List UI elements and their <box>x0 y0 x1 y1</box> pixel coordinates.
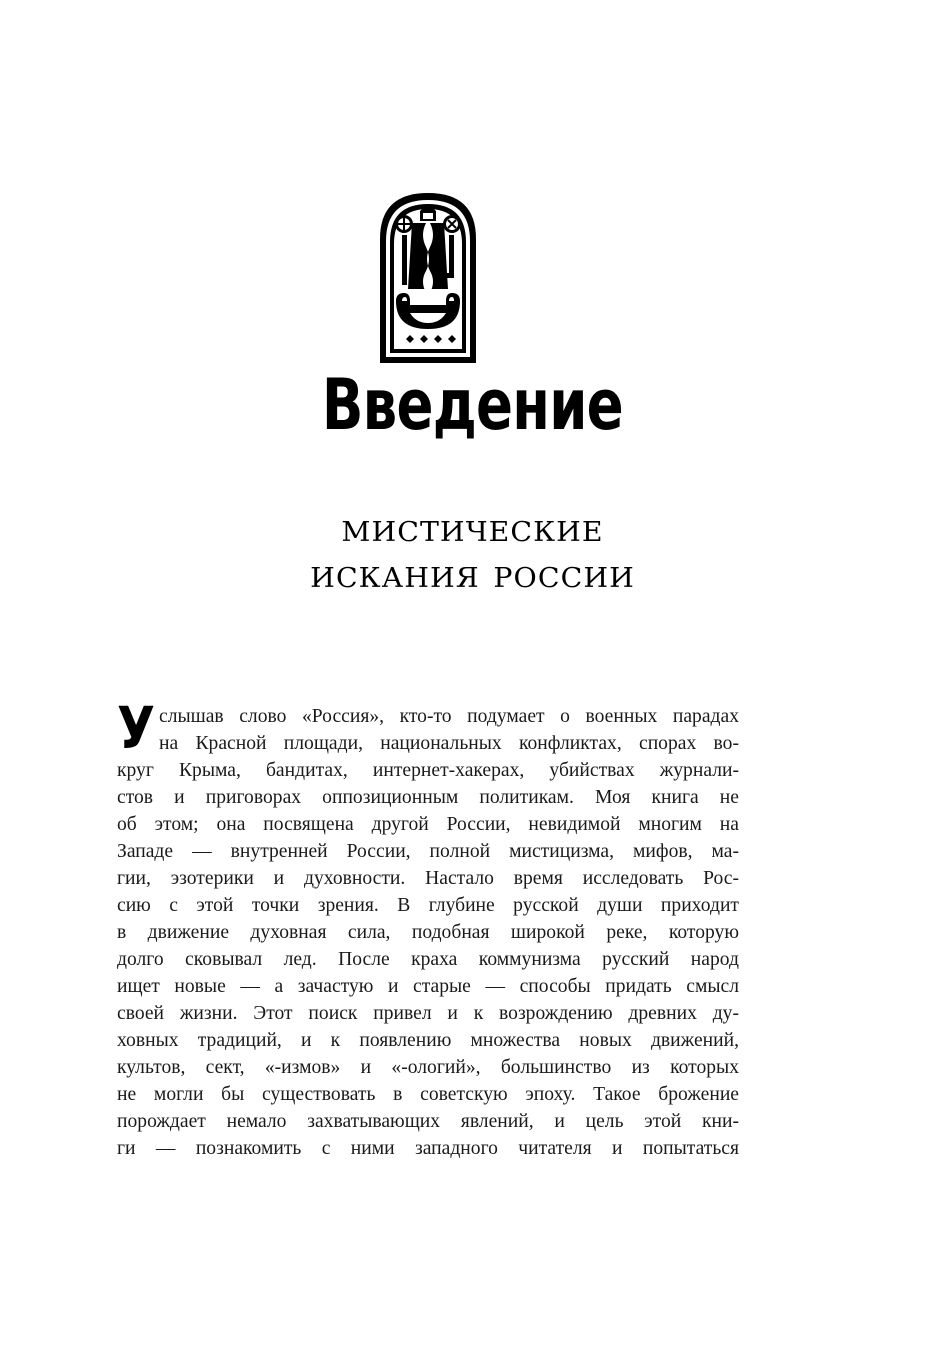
text-line: ги — познакомить с ними западного читателя и попытаться <box>117 1138 739 1159</box>
text-line: сию с этой точки зрения. В глубине русской души приходит <box>117 895 739 916</box>
body-paragraph <box>117 694 739 1162</box>
text-line: стов и приговорах оппозиционным политикам. Моя книга не <box>117 787 739 808</box>
text-line: гии, эзотерики и духовности. Настало время исследовать Рос- <box>117 868 739 889</box>
text-line: круг Крыма, бандитах, интернет-хакерах, убийствах журнали- <box>117 760 739 781</box>
text-line: на Красной площади, национальных конфликтах, спорах во- <box>159 733 739 754</box>
text-line: долго сковывал лед. После краха коммунизма русский народ <box>117 949 739 970</box>
text-line: не могли бы существовать в советскую эпоху. Такое брожение <box>117 1084 739 1105</box>
slavic-figure-boat-icon <box>376 189 480 365</box>
text-line: ищет новые — а зачастую и старые — способы придать смысл <box>117 976 739 997</box>
chapter-subtitle <box>0 505 945 597</box>
subtitle-line-2: искания россии <box>310 552 635 596</box>
text-line: культов, сект, «-измов» и «-ологий», большинство из которых <box>117 1057 739 1078</box>
text-line: слышав слово «Россия», кто-то подумает о военных парадах <box>159 706 739 727</box>
chapter-title: Введение <box>321 364 623 446</box>
text-line: об этом; она посвящена другой России, невидимой многим на <box>117 814 739 835</box>
text-line: ховных традиций, и к появлению множества новых движений, <box>117 1030 739 1051</box>
subtitle-line-1: мистические <box>341 506 604 550</box>
text-line: своей жизни. Этот поиск привел и к возрождению древних ду- <box>117 1003 739 1024</box>
drop-cap: У <box>117 694 156 762</box>
text-line: в движение духовная сила, подобная широкой реке, которую <box>117 922 739 943</box>
text-line: порождает немало захватывающих явлений, и цель этой кни- <box>117 1111 739 1132</box>
text-line: Западе — внутренней России, полной мистицизма, мифов, ма- <box>117 841 739 862</box>
